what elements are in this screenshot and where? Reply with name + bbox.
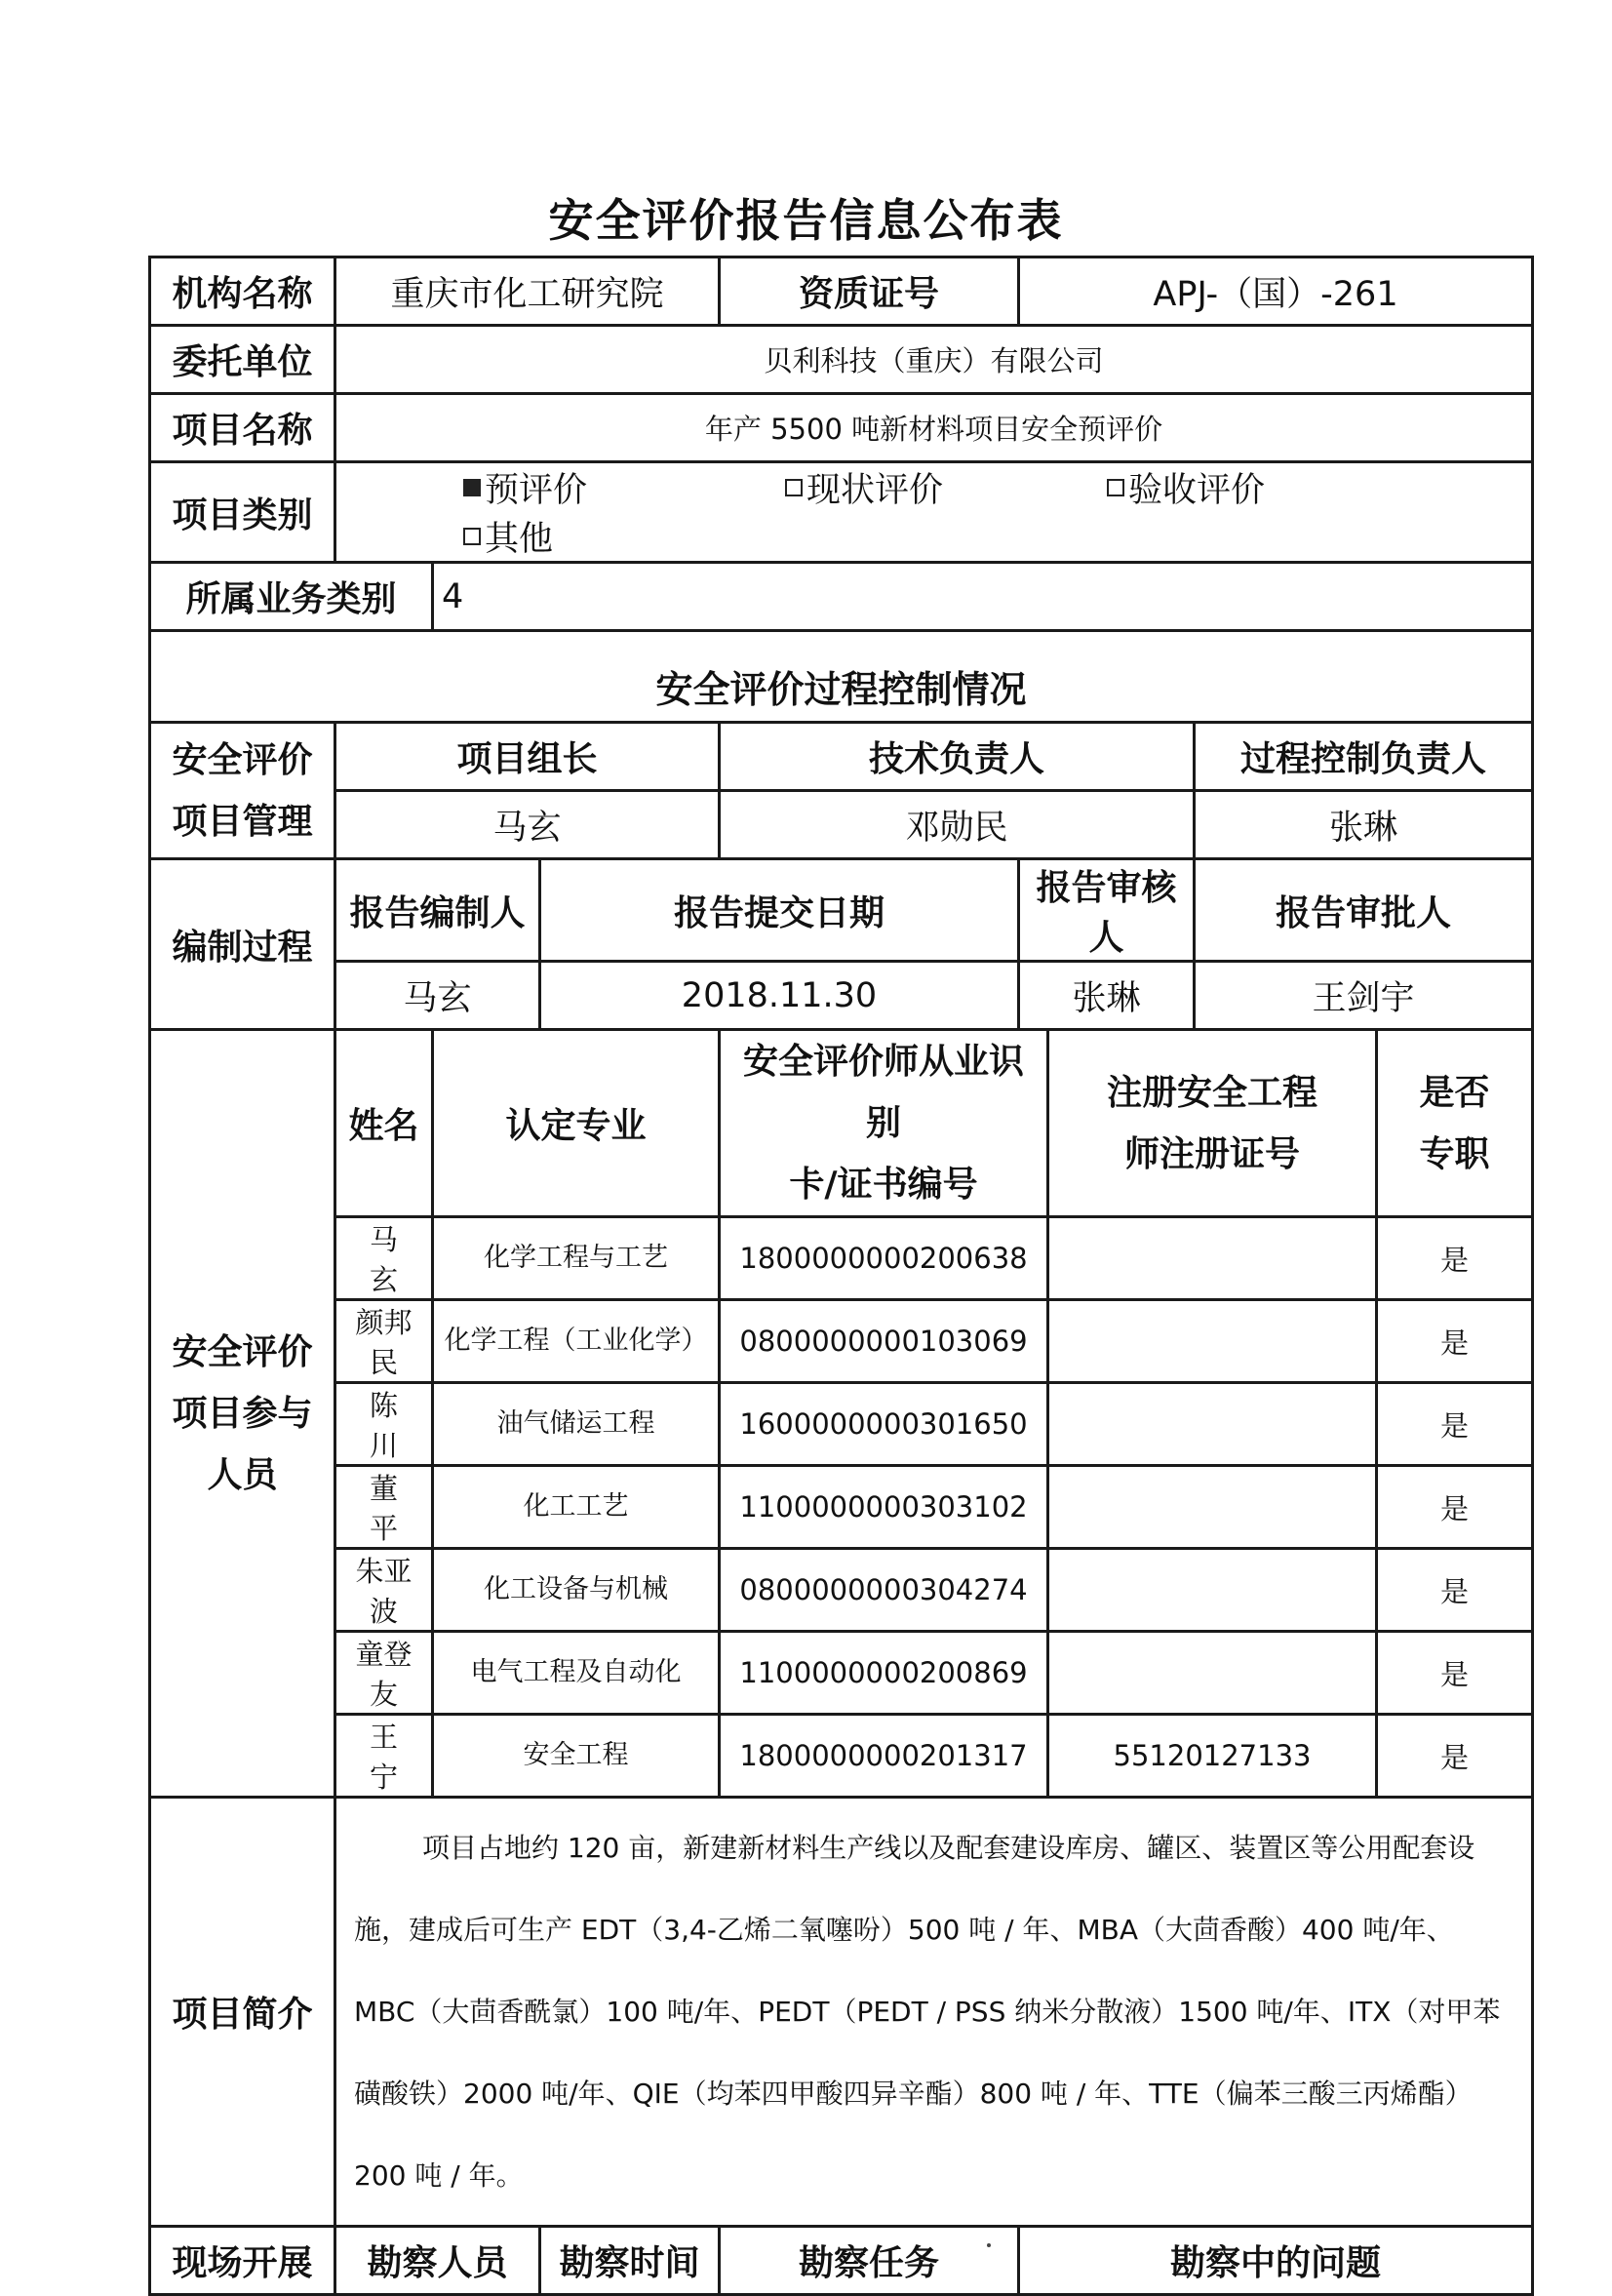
mgmt-value-row [150,791,1533,859]
col-reg: 注册安全工程 师注册证号 [1048,1030,1377,1217]
row-fulltime: 是 [1377,1549,1533,1632]
compile-value-row [150,962,1533,1030]
compile-value-reviewer: 张琳 [1019,962,1195,1030]
row-name: 朱亚波 [335,1549,433,1632]
mgmt-header-row [150,723,1533,791]
row-fulltime: 是 [1377,1632,1533,1715]
business-row [150,563,1533,631]
row-major: 油气储运工程 [433,1383,720,1466]
intro-label: 项目简介 [150,1798,335,2227]
row-major: 化学工程（工业化学） [433,1300,720,1383]
compile-header-author: 报告编制人 [335,859,540,962]
business-value: 4 [433,563,1533,631]
cert-label: 资质证号 [720,257,1019,326]
row-major: 安全工程 [433,1715,720,1798]
project-value: 年产 5500 吨新材料项目安全预评价 [335,394,1533,462]
row-reg [1048,1217,1377,1300]
scan-speck [987,2243,991,2247]
row-card: 1100000000303102 [720,1466,1048,1549]
row-fulltime: 是 [1377,1300,1533,1383]
client-row [150,326,1533,394]
business-label: 所属业务类别 [150,563,433,631]
table-row [150,1383,1533,1466]
table-row [150,1466,1533,1549]
row-reg [1048,1383,1377,1466]
participants-header-row [150,1030,1533,1217]
survey-row [150,2227,1533,2295]
mgmt-value-tech: 邓勋民 [720,791,1195,859]
org-value: 重庆市化工研究院 [335,257,720,326]
table-row [150,1715,1533,1798]
table-row [150,1300,1533,1383]
table-row [150,1549,1533,1632]
category-option-current[interactable]: 现状评价 [785,463,1107,512]
row-reg [1048,1466,1377,1549]
row-fulltime: 是 [1377,1715,1533,1798]
section-title: 安全评价过程控制情况 [150,631,1533,723]
row-major: 电气工程及自动化 [433,1632,720,1715]
row-reg: 55120127133 [1048,1715,1377,1798]
row-fulltime: 是 [1377,1383,1533,1466]
col-major: 认定专业 [433,1030,720,1217]
row-name: 王 宁 [335,1715,433,1798]
checkbox-checked-icon [463,479,481,496]
mgmt-value-leader: 马玄 [335,791,720,859]
checkbox-icon [463,528,481,545]
compile-header-row [150,859,1533,962]
row-card: 1800000000200638 [720,1217,1048,1300]
project-label: 项目名称 [150,394,335,462]
row-fulltime: 是 [1377,1466,1533,1549]
info-table [148,256,1534,2296]
section-row [150,631,1533,723]
project-row [150,394,1533,462]
category-options [335,462,1533,563]
row-card: 1800000000201317 [720,1715,1048,1798]
mgmt-header-control: 过程控制负责人 [1195,723,1533,791]
checkbox-icon [1107,479,1124,496]
row-major: 化工设备与机械 [433,1549,720,1632]
mgmt-header-leader: 项目组长 [335,723,720,791]
org-label: 机构名称 [150,257,335,326]
compile-value-date: 2018.11.30 [540,962,1019,1030]
compile-header-approver: 报告审批人 [1195,859,1533,962]
org-row [150,257,1533,326]
row-card: 1100000000200869 [720,1632,1048,1715]
table-row [150,1632,1533,1715]
row-name: 童登友 [335,1632,433,1715]
row-major: 化工工艺 [433,1466,720,1549]
row-reg [1048,1300,1377,1383]
participants-label: 安全评价 项目参与 人员 [150,1030,335,1798]
mgmt-label: 安全评价 项目管理 [150,723,335,859]
mgmt-header-tech: 技术负责人 [720,723,1195,791]
survey-header-issues: 勘察中的问题 [1019,2227,1533,2295]
row-card: 0800000000304274 [720,1549,1048,1632]
category-option-other[interactable]: 其他 [463,512,580,561]
page-title: 安全评价报告信息公布表 [548,194,1064,247]
intro-text: 项目占地约 120 亩，新建新材料生产线以及配套建设库房、罐区、装置区等公用配套设施，建成后可生产 EDT（3,4-乙烯二氧噻吩）500 吨 / 年、MBA（大茴香酸）400 吨/年、MBC（大茴香酰氯）100 吨/年、PEDT（PEDT / PSS 纳米分散液）1500 吨/年、ITX（对甲苯磺酸铁）2000 吨/年、QIE（均苯四甲酸四异辛酯）800 吨 / 年、TTE（偏苯三酸三丙烯酯）200 吨 / 年。 [354,1831,1501,2192]
row-name: 董 平 [335,1466,433,1549]
row-name: 陈 川 [335,1383,433,1466]
compile-label: 编制过程 [150,859,335,1030]
row-card: 1600000000301650 [720,1383,1048,1466]
col-name: 姓名 [335,1030,433,1217]
intro-text-cell [335,1798,1533,2227]
col-card: 安全评价师从业识别 卡/证书编号 [720,1030,1048,1217]
row-reg [1048,1632,1377,1715]
row-card: 0800000000103069 [720,1300,1048,1383]
compile-value-approver: 王剑宇 [1195,962,1533,1030]
mgmt-value-control: 张琳 [1195,791,1533,859]
category-option-acceptance[interactable]: 验收评价 [1107,463,1429,512]
table-row [150,1217,1533,1300]
survey-label: 现场开展 [150,2227,335,2295]
survey-header-time: 勘察时间 [540,2227,720,2295]
row-reg [1048,1549,1377,1632]
row-major: 化学工程与工艺 [433,1217,720,1300]
row-name: 马 玄 [335,1217,433,1300]
checkbox-icon [785,479,803,496]
category-option-pre[interactable]: 预评价 [463,463,785,512]
compile-header-reviewer: 报告审核人 [1019,859,1195,962]
client-label: 委托单位 [150,326,335,394]
col-fulltime: 是否 专职 [1377,1030,1533,1217]
compile-value-author: 马玄 [335,962,540,1030]
category-label: 项目类别 [150,462,335,563]
client-value: 贝利科技（重庆）有限公司 [335,326,1533,394]
compile-header-date: 报告提交日期 [540,859,1019,962]
survey-header-task: 勘察任务 [720,2227,1019,2295]
survey-header-people: 勘察人员 [335,2227,540,2295]
cert-value: APJ-（国）-261 [1019,257,1533,326]
row-name: 颜邦民 [335,1300,433,1383]
row-fulltime: 是 [1377,1217,1533,1300]
intro-row [150,1798,1533,2227]
category-row [150,462,1533,563]
